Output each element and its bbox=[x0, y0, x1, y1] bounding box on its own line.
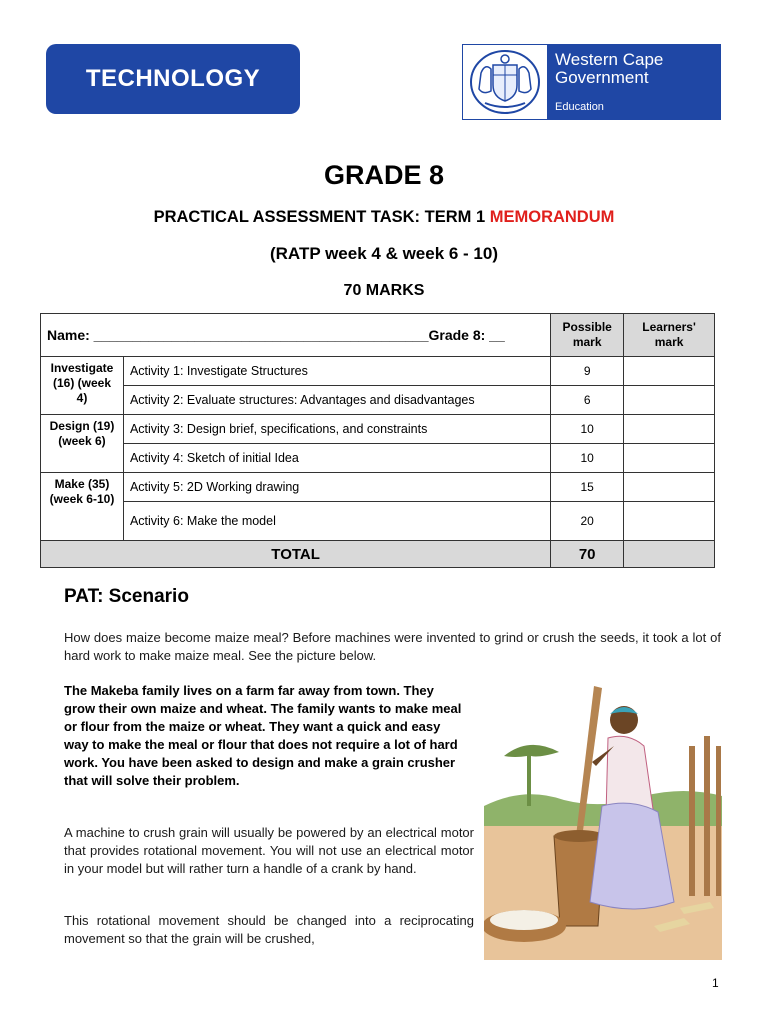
badge-label: TECHNOLOGY bbox=[85, 65, 261, 92]
total-row bbox=[41, 541, 715, 568]
grade-title: GRADE 8 bbox=[323, 160, 445, 190]
possible-mark-cell: 20 bbox=[551, 502, 624, 541]
table-row bbox=[41, 357, 715, 386]
marks-total-title: 70 MARKS bbox=[343, 282, 425, 299]
category-design: Design (19) (week 6) bbox=[41, 415, 124, 473]
logo-line2: Government bbox=[555, 68, 649, 87]
possible-mark-cell: 10 bbox=[551, 415, 624, 444]
wcg-logo bbox=[462, 44, 721, 120]
activity-cell: Activity 1: Investigate Structures bbox=[123, 357, 550, 386]
activity-cell: Activity 4: Sketch of initial Idea bbox=[123, 444, 550, 473]
scenario-intro: How does maize become maize meal? Before machines were invented to grind or crush the seeds, it took a lot of hard work to make maize meal. See the picture below. bbox=[64, 630, 721, 663]
learners-mark-cell[interactable] bbox=[624, 357, 715, 386]
category-investigate: Investigate (16) (week 4) bbox=[41, 357, 124, 415]
learners-mark-header: Learners' mark bbox=[624, 314, 715, 357]
total-label: TOTAL bbox=[41, 541, 551, 568]
scenario-heading: PAT: Scenario bbox=[64, 586, 189, 607]
ratp-subtitle: (RATP week 4 & week 6 - 10) bbox=[269, 244, 499, 263]
wcg-text bbox=[547, 45, 720, 119]
category-make: Make (35) (week 6-10) bbox=[41, 473, 124, 541]
pat-title bbox=[0, 208, 768, 227]
learners-mark-cell[interactable] bbox=[624, 386, 715, 415]
total-value: 70 bbox=[551, 541, 624, 568]
activity-cell: Activity 5: 2D Working drawing bbox=[123, 473, 550, 502]
scenario-paragraph: This rotational movement should be changed into a reciprocating movement so that the grain will be crushed, bbox=[64, 913, 474, 946]
possible-mark-cell: 6 bbox=[551, 386, 624, 415]
woman-pounding-maize-illustration bbox=[484, 686, 722, 960]
scenario-bold-paragraph: The Makeba family lives on a farm far away from town. They grow their own maize and wheat. The family wants to make meal or flour from the maize or wheat. They want a quick and easy way to make the meal or flour that does not require a lot of hard work. You have been asked to design and make a grain crusher that will solve their problem. bbox=[64, 683, 462, 788]
learners-mark-cell[interactable] bbox=[624, 502, 715, 541]
table-row bbox=[41, 502, 715, 541]
table-row bbox=[41, 444, 715, 473]
technology-badge bbox=[46, 44, 300, 114]
activity-cell: Activity 2: Evaluate structures: Advantages and disadvantages bbox=[123, 386, 550, 415]
activity-cell: Activity 3: Design brief, specifications, and constraints bbox=[123, 415, 550, 444]
memorandum-label: MEMORANDUM bbox=[489, 208, 615, 226]
possible-mark-cell: 9 bbox=[551, 357, 624, 386]
possible-mark-cell: 15 bbox=[551, 473, 624, 502]
table-row bbox=[41, 473, 715, 502]
name-field[interactable]: Name: ___________________________________________Grade 8: __ bbox=[41, 314, 551, 357]
learners-mark-cell[interactable] bbox=[624, 415, 715, 444]
learners-mark-cell[interactable] bbox=[624, 444, 715, 473]
pat-prefix: PRACTICAL ASSESSMENT TASK: TERM 1 bbox=[153, 208, 490, 226]
learners-total-cell[interactable] bbox=[624, 541, 715, 568]
page-number: 1 bbox=[712, 976, 719, 990]
logo-line1: Western Cape bbox=[555, 50, 664, 69]
learners-mark-cell[interactable] bbox=[624, 473, 715, 502]
coat-of-arms-icon bbox=[463, 45, 547, 119]
table-row bbox=[41, 415, 715, 444]
table-row bbox=[41, 386, 715, 415]
logo-sub: Education bbox=[555, 101, 604, 113]
activity-cell: Activity 6: Make the model bbox=[123, 502, 550, 541]
table-header-row bbox=[41, 314, 715, 357]
scenario-paragraph: A machine to crush grain will usually be powered by an electrical motor that provides rotational movement. You will not use an electrical motor in your model but will rather turn a handle of a crank by hand. bbox=[64, 825, 474, 876]
marks-table bbox=[40, 313, 715, 568]
possible-mark-cell: 10 bbox=[551, 444, 624, 473]
possible-mark-header: Possible mark bbox=[551, 314, 624, 357]
